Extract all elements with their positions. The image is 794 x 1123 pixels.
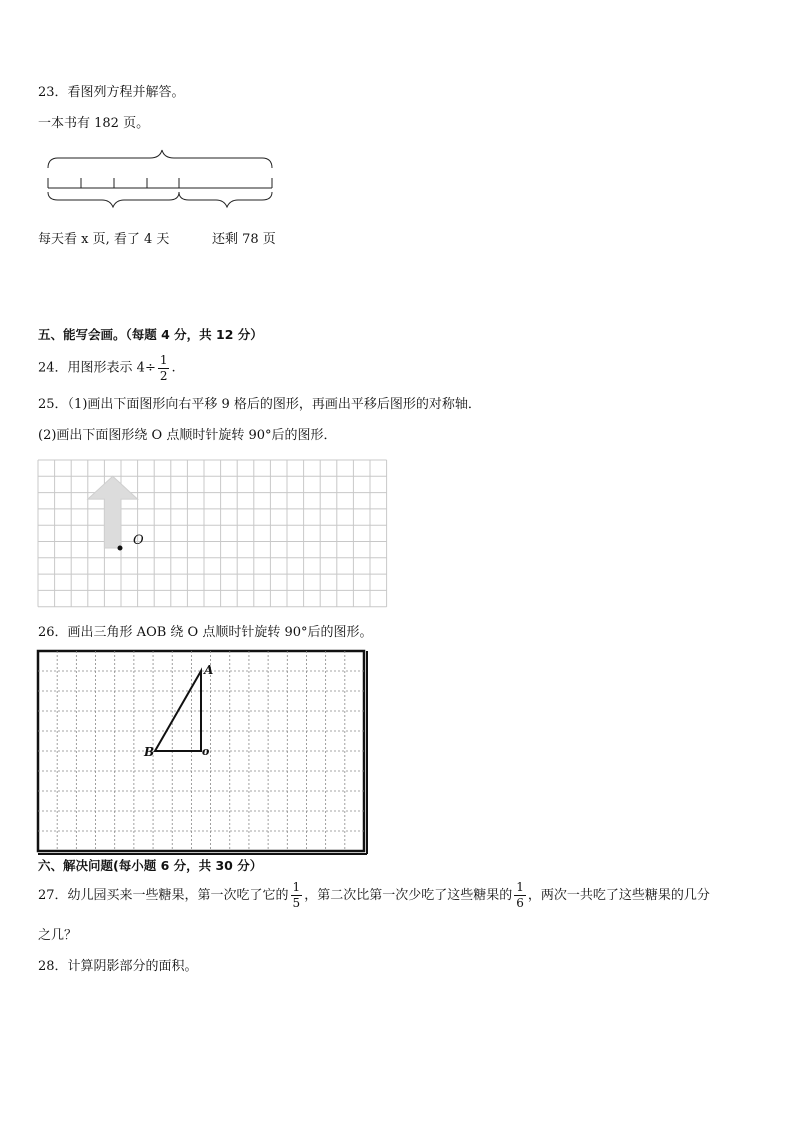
q27-line1: 27．幼儿园买来一些糖果，第一次吃了它的 $\frac{1}{5}$ ，第二次比第一次少吃了这些糖果的 $\frac{1}{6}$ ，两次一共吃了这些糖果的几分 (38, 880, 710, 910)
q23-stem: 一本书有 182 页。 (38, 116, 150, 131)
arrow-shape (88, 476, 138, 548)
q24-text: 24．用图形表示 4÷ (38, 360, 156, 376)
q27-fraction-2: $\frac{1}{6}$ (516, 880, 524, 910)
q25-grid (38, 460, 387, 607)
label-o: o (202, 745, 210, 758)
q27-line2: 之几？ (38, 928, 78, 943)
label-a: A (204, 663, 214, 677)
bottom-brace-right (179, 192, 272, 207)
label-b: B (144, 745, 155, 759)
q23-label-right: 还剩 78 页 (212, 232, 276, 247)
top-brace (48, 150, 272, 168)
section6-heading: 六、解决问题(每小题 6 分，共 30 分） (38, 858, 263, 873)
q24-fraction: $\frac{1}{2}$ (159, 353, 168, 383)
q24-line: 24．用图形表示 4÷ $\frac{1}{2}$ . (38, 353, 176, 383)
q23-label-left: 每天看 x 页, 看了 4 天 (38, 232, 170, 247)
q26-text: 26．画出三角形 AOB 绕 O 点顺时针旋转 90°后的图形。 (38, 625, 373, 640)
q25-line2: (2)画出下面图形绕 O 点顺时针旋转 90°后的图形． (38, 428, 337, 443)
point-o (118, 546, 123, 551)
bottom-brace-left (48, 192, 179, 207)
q27-fraction-1: $\frac{1}{5}$ (292, 880, 301, 910)
q23-title: 23．看图列方程并解答。 (38, 85, 185, 100)
section5-heading: 五、能写会画。（每题 4 分，共 12 分） (38, 327, 263, 342)
q25-line1: 25．（1)画出下面图形向右平移 9 格后的图形，再画出平移后图形的对称轴． (38, 397, 481, 412)
q28-text: 28．计算阴影部分的面积。 (38, 959, 198, 974)
q25-point-label: O (133, 533, 144, 548)
